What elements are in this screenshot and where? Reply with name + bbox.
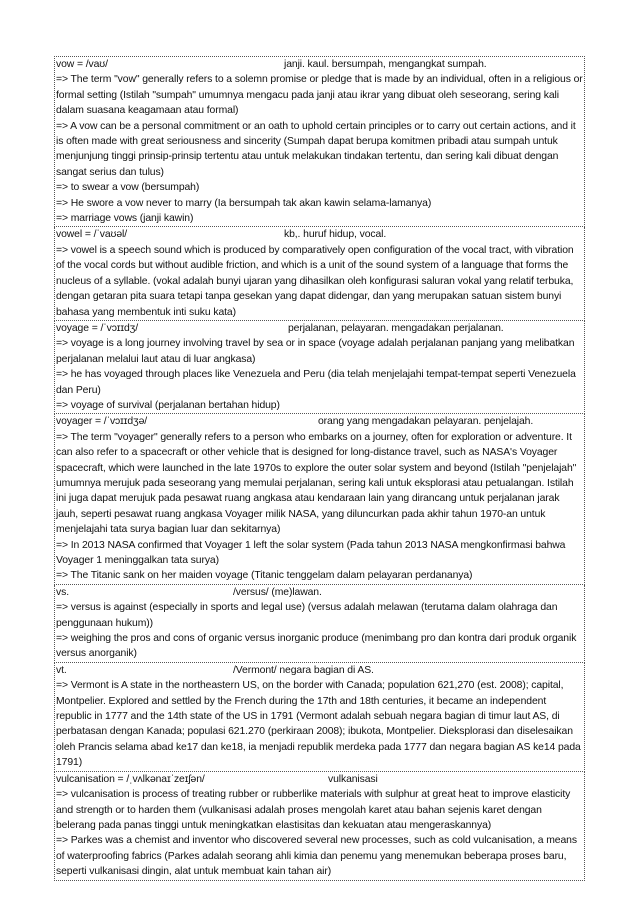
gloss: janji. kaul. bersumpah, mengangkat sumpah. xyxy=(284,59,487,70)
headword: vowel = /ˈvaʊəl/ xyxy=(56,229,128,241)
entry-headline xyxy=(56,772,583,787)
entry-headline xyxy=(56,321,583,336)
definition-line: => marriage vows (janji kawin) xyxy=(56,213,194,225)
entry-vowel xyxy=(54,227,585,320)
entry-headline xyxy=(56,227,583,242)
headword: vow = /vaʊ/ xyxy=(56,59,108,70)
gloss: /versus/ (me)lawan. xyxy=(233,586,322,598)
entry-vt xyxy=(54,663,585,772)
definition-line: => voyage of survival (perjalanan bertahan hidup) xyxy=(56,399,280,411)
definition-line: => versus is against (especially in sports and legal use) (versus adalah melawan (terutama dalam olahraga dan penggunaan hukum)) xyxy=(56,602,558,629)
entry-voyage xyxy=(54,321,585,414)
definition-line: => In 2013 NASA confirmed that Voyager 1 left the solar system (Pada tahun 2013 NASA mengkonfirmasi bahwa Voyager 1 meninggalkan tata surya) xyxy=(56,539,566,566)
definition-line: => The term "vow" generally refers to a solemn promise or pledge that is made by an individual, often in a religious or formal setting (Istilah "sumpah" umumnya mengacu pada janji atau ikrar yang dibuat oleh seseorang, sering kali dalam suasana keagamaan atau formal) xyxy=(56,74,583,117)
entry-vulcanisation xyxy=(54,772,585,881)
entry-headline xyxy=(56,585,583,600)
dictionary-page xyxy=(54,56,585,881)
gloss: vulkanisasi xyxy=(328,773,378,785)
definition-line: => vulcanisation is process of treating rubber or rubberlike materials with sulphur at great heat to improve elasticity and strength or to harden them (vulkanisasi adalah proses mengolah karet atau bahan sejenis karet dengan belerang pada panas tinggi untuk meningkatkan elastisitas dan kekuatan atau mengeraskannya) xyxy=(56,789,571,831)
definition-line: => The term "voyager" generally refers to a person who embarks on a journey, often for exploration or adventure. It can also refer to a spacecraft or other vehicle that is designed for long-distance travel, such as NASA's Voyager spacecraft, which were launched in the late 1970s to explore the outer solar system and beyond (Istilah "penjelajah" umumnya merujuk pada seseorang yang memulai perjalanan, sering kali untuk eksplorasi atau petualangan. Istilah ini juga dapat merujuk pada pesawat ruang angkasa atau kendaraan lain yang dirancang untuk perjalanan jarak jauh, seperti pesawat ruang angkasa Voyager milik NASA, yang diluncurkan pada akhir tahun 1970-an untuk menjelajahi tata surya bagian luar dan sekitarnya) xyxy=(56,431,577,536)
gloss: perjalanan, pelayaran. mengadakan perjalanan. xyxy=(288,322,504,334)
definition-line: => voyage is a long journey involving travel by sea or in space (voyage adalah perjalanan panjang yang melibatkan perjalanan melalui laut atau di luar angkasa) xyxy=(56,338,575,365)
gloss: orang yang mengadakan pelayaran. penjelajah. xyxy=(318,416,534,428)
entry-headline xyxy=(56,663,583,678)
entry-headline xyxy=(56,414,583,429)
definition-line: => A vow can be a personal commitment or an oath to uphold certain principles or to carry out certain actions, and it is often made with great seriousness and sincerity (Sumpah dapat berupa komitmen pribadi atau sumpah untuk menjunjung tinggi prinsip-prinsip tertentu atau untuk melakukan tindakan tertentu, dan sering kali dibuat dengan sangat serius dan tulus) xyxy=(56,120,576,178)
definition-line: => Parkes was a chemist and inventor who discovered several new processes, such as cold vulcanisation, a means of waterproofing fabrics (Parkes adalah seorang ahli kimia dan penemu yang menemukan beberapa proses baru, seperti vulkanisasi dingin, alat untuk membuat kain tahan air) xyxy=(56,835,577,878)
definition-line: => vowel is a speech sound which is produced by comparatively open configuration of the vocal tract, with vibration of the vocal cords but without audible friction, and which is a unit of the sound system of a language that forms the nucleus of a syllable. (vokal adalah bunyi ujaran yang dihasilkan oleh konfigurasi saluran vokal yang relatif terbuka, dengan getaran pita suara tetapi tanpa gesekan yang dapat didengar, dan yang merupakan satuan sistem bunyi bahasa yang membentuk inti suku kata) xyxy=(56,244,574,318)
definition-line: => He swore a vow never to marry (Ia bersumpah tak akan kawin selama-lamanya) xyxy=(56,197,432,209)
headword: vs. xyxy=(56,586,69,598)
entry-headline xyxy=(56,57,583,72)
headword: vt. xyxy=(56,664,67,676)
definition-line: => he has voyaged through places like Venezuela and Peru (dia telah menjelajahi tempat-tempat seperti Venezuela dan Peru) xyxy=(56,369,576,396)
entry-vs xyxy=(54,585,585,663)
definition-line: => Vermont is A state in the northeastern US, on the border with Canada; population 621,270 (est. 2008); capital, Montpelier. Explored and settled by the French during the 17th and 18th centuries, it became an independent republic in 1777 and the 14th state of the US in 1791 (Vermont adalah sebuah negara bagian di timur laut AS, di perbatasan dengan Kanada; populasi 621.270 (perkiraan 2008); ibukota, Montpelier. Dieksplorasi dan diselesaikan oleh Prancis selama abad ke17 dan ke18, ia menjadi republik merdeka pada 1777 dan negara bagian AS ke14 pada 1791) xyxy=(56,680,581,769)
entry-vow xyxy=(54,56,585,227)
headword: voyage = /ˈvɔɪɪdʒ/ xyxy=(56,322,139,334)
headword: vulcanisation = /ˌvʌlkənaɪˈzeɪʃən/ xyxy=(56,773,205,785)
entry-voyager xyxy=(54,414,585,584)
definition-line: => to swear a vow (bersumpah) xyxy=(56,182,200,194)
headword: voyager = /ˈvɔɪɪdʒə/ xyxy=(56,416,148,428)
definition-line: => weighing the pros and cons of organic versus inorganic produce (menimbang pro dan kontra dari produk organik versus anorganik) xyxy=(56,633,577,660)
definition-line: => The Titanic sank on her maiden voyage (Titanic tenggelam dalam pelayaran perdananya) xyxy=(56,570,473,582)
gloss: /Vermont/ negara bagian di AS. xyxy=(233,664,374,676)
gloss: kb,. huruf hidup, vocal. xyxy=(284,229,387,241)
